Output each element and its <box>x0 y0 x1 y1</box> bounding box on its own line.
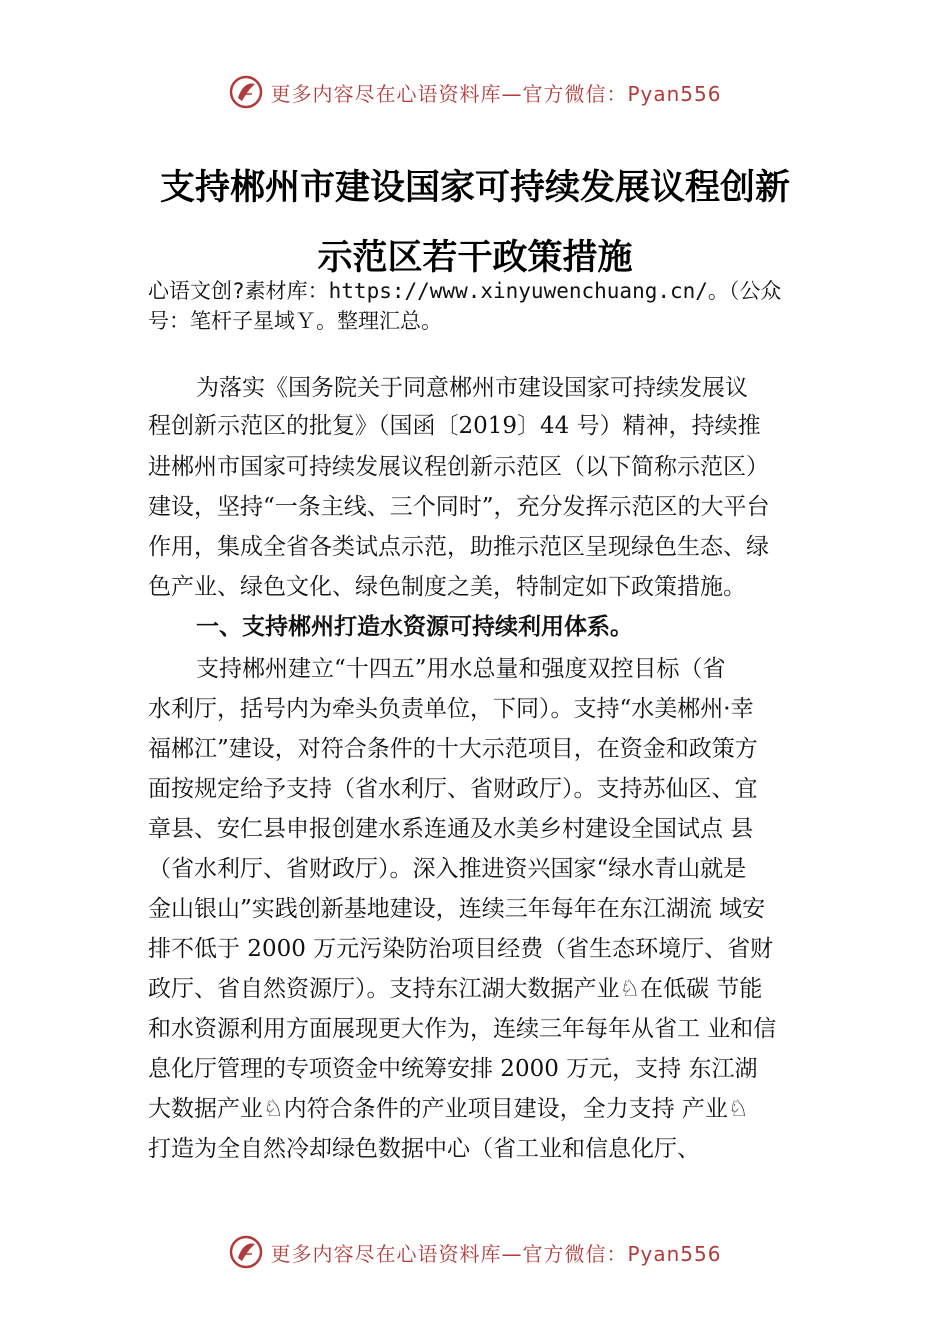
section-heading: 一、支持郴州打造水资源可持续利用体系。 <box>196 614 633 640</box>
paragraph-line: 作用，集成全省各类试点示范，助推示范区呈现绿色生态、绿 <box>148 534 769 560</box>
watermark-text: 更多内容尽在心语资料库—官方微信：Pyan556 <box>270 81 722 106</box>
source-note <box>148 276 843 336</box>
paragraph-line: 色产业、绿色文化、绿色制度之美，特制定如下政策措施。 <box>148 574 746 600</box>
paragraph-line: 程创新示范区的批复》（国函〔2019〕44 号）精神，持续推 <box>148 413 761 439</box>
paragraph-line: 福郴江”建设，对符合条件的十大示范项目，在资金和政策方 <box>148 736 758 762</box>
paragraph-line: 息化厅管理的专项资金中统筹安排 2000 万元，支持 东江湖 <box>148 1056 758 1082</box>
paragraph-line: 支持郴州建立“十四五”用水总量和强度双控目标（省 <box>196 656 726 682</box>
paragraph-line: 为落实《国务院关于同意郴州市建设国家可持续发展议 <box>196 375 748 401</box>
stamp-logo-icon <box>228 74 264 110</box>
paragraph-line: 排不低于 2000 万元污染防治项目经费（省生态环境厅、省财 <box>148 936 774 962</box>
document-title-line-2: 示范区若干政策措施 <box>317 238 633 278</box>
stamp-logo-icon <box>228 1234 264 1270</box>
watermark-banner-bottom <box>0 1232 950 1272</box>
paragraph-line: 大数据产业♘内符合条件的产业项目建设，全力支持 产业♘ <box>148 1096 749 1122</box>
watermark-text: 更多内容尽在心语资料库—官方微信：Pyan556 <box>270 1241 722 1266</box>
source-note-line-1: 心语文创?素材库：https://www.xinyuwenchuang.cn/。（公众 <box>148 279 782 303</box>
document-title-line-1: 支持郴州市建设国家可持续发展议程创新 <box>159 168 790 208</box>
paragraph-line: 章县、安仁县申报创建水系连通及水美乡村建设全国试点 县 <box>148 816 754 842</box>
paragraph-line: （省水利厅、省财政厅）。深入推进资兴国家“绿水青山就是 <box>148 856 747 882</box>
paragraph-line: 打造为全自然冷却绿色数据中心（省工业和信息化厅、 <box>148 1136 700 1162</box>
source-note-line-2: 号：笔杆子星域Ｙ。整理汇总。 <box>148 309 442 333</box>
paragraph-line: 政厅、省自然资源厅）。支持东江湖大数据产业♘在低碳 节能 <box>148 976 763 1002</box>
paragraph-line: 进郴州市国家可持续发展议程创新示范区（以下简称示范区） <box>148 454 769 480</box>
paragraph-line: 和水资源利用方面展现更大作为，连续三年每年从省工 业和信 <box>148 1016 777 1042</box>
paragraph-line: 面按规定给予支持（省水利厅、省财政厅）。支持苏仙区、宜 <box>148 776 758 802</box>
watermark-banner-top <box>0 72 950 112</box>
paragraph-line: 水利厅，括号内为牵头负责单位，下同）。支持“水美郴州·幸 <box>148 696 754 722</box>
paragraph-line: 建设，坚持“一条主线、三个同时”，充分发挥示范区的大平台 <box>148 494 770 520</box>
paragraph-line: 金山银山”实践创新基地建设，连续三年每年在东江湖流 域安 <box>148 896 766 922</box>
